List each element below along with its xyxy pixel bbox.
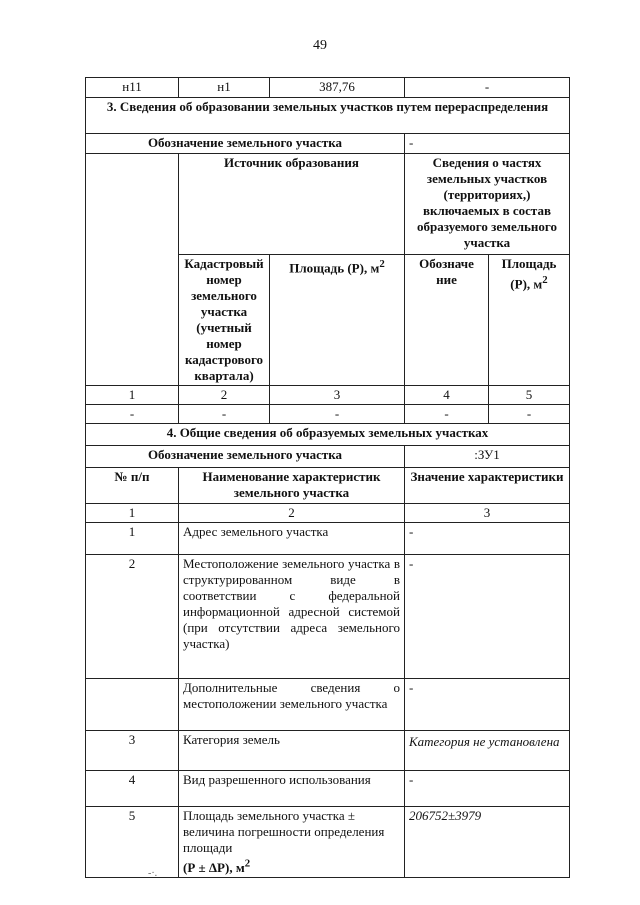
col-num: № п/п (86, 468, 179, 504)
top-row (86, 78, 570, 98)
section4-designation-label: Обозначение земельного участка (86, 446, 405, 468)
table-row: Дополнительные сведения о местоположении земельного участка - (86, 679, 570, 731)
section3-num-row: 1 2 3 4 5 (86, 386, 570, 405)
col-name: Наименование характеристик земельного участка (179, 468, 405, 504)
top-cell-2: н1 (179, 78, 270, 98)
section3-title: 3. Сведения об образовании земельных участков путем перераспределения (86, 98, 570, 134)
section4-num-row: 1 2 3 (86, 504, 570, 523)
section3-designation-label: Обозначение земельного участка (86, 134, 405, 154)
table-row: 4 Вид разрешенного использования - (86, 771, 570, 807)
section3-empty-cell (86, 154, 179, 386)
col-designation: Обозначе ние (405, 255, 489, 386)
top-cell-4: - (405, 78, 570, 98)
top-cell-3: 387,76 (270, 78, 405, 98)
land-plot-table (85, 77, 570, 878)
source-header: Источник образования (179, 154, 405, 255)
col-area: Площадь (Р), $м^2$ (270, 255, 405, 386)
section4-designation-value: :ЗУ1 (405, 446, 570, 468)
section3-designation-value: - (405, 134, 570, 154)
table-row: 1 Адрес земельного участка - (86, 523, 570, 555)
table-row: 3 Категория земель Категория не установлена (86, 731, 570, 771)
table-row: 2 Местоположение земельного участка в структурированном виде в соответствии с федеральной информационной адресной системой (при отсутствии адреса земельного участка) - (86, 555, 570, 679)
top-cell-1: н11 (86, 78, 179, 98)
section4-title: 4. Общие сведения об образуемых земельных участках (86, 424, 570, 446)
table-row: 5 Площадь земельного участка ± величина погрешности определения площади (Р ± ΔР), $м^2$ 206752±3979 (86, 807, 570, 878)
section3-dash-row: - - - - - (86, 405, 570, 424)
parts-header: Сведения о частях земельных участков (территориях,) включаемых в состав образуемого земельного участка (405, 154, 570, 255)
page-number: 49 (313, 38, 327, 53)
footer-mark: -·. (148, 868, 158, 879)
col-cadastral: Кадастровый номер земельного участка (учетный номер кадастрового квартала) (179, 255, 270, 386)
col-value: Значение характеристики (405, 468, 570, 504)
col-parts-area: Площадь (Р), $м^2$ (489, 255, 570, 386)
